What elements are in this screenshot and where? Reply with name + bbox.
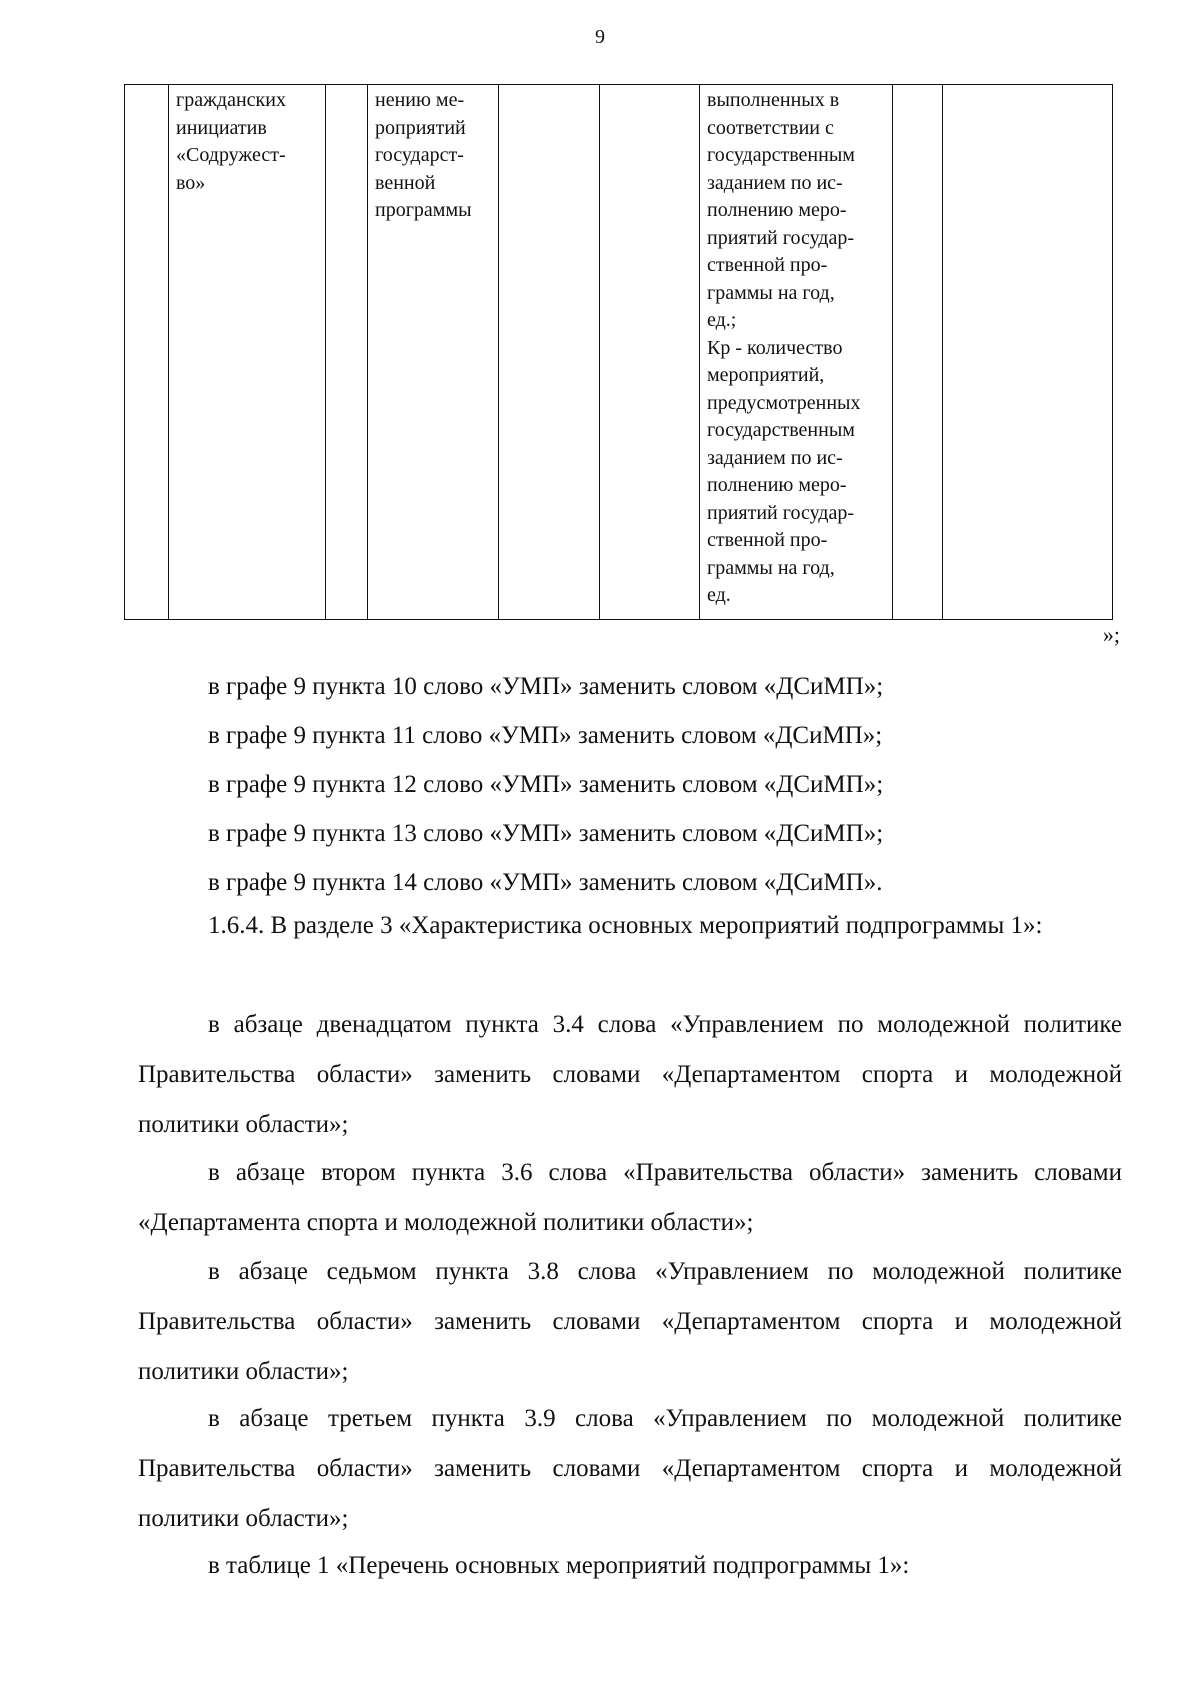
table-cell xyxy=(943,85,1113,620)
table-cell xyxy=(125,85,169,620)
continued-table xyxy=(124,84,1113,620)
closing-quote: »; xyxy=(1102,622,1120,647)
table-cell xyxy=(326,85,368,620)
cell-text-executor: гражданских инициатив «Содружест- во» xyxy=(176,89,286,194)
amendment-line: в графе 9 пункта 10 слово «УМП» заменить словом «ДСиМП»; xyxy=(208,673,884,700)
amendment-line: в графе 9 пункта 14 слово «УМП» заменить словом «ДСиМП». xyxy=(208,869,883,896)
amendment-line: в графе 9 пункта 12 слово «УМП» заменить словом «ДСиМП»; xyxy=(208,771,884,798)
amendment-line: в графе 9 пункта 13 слово «УМП» заменить словом «ДСиМП»; xyxy=(208,820,884,847)
section-heading-paragraph: 1.6.4. В разделе 3 «Характеристика основных мероприятий подпрограммы 1»: xyxy=(208,912,1043,939)
table-cell xyxy=(499,85,600,620)
table-cell xyxy=(700,85,893,620)
table-cell xyxy=(368,85,499,620)
amendment-paragraph: в абзаце третьем пункта 3.9 слова «Управлением по молодежной политике Правительства области» заменить словами «Департаментом спорта и молодежной политики области»; xyxy=(138,1405,1122,1532)
amendment-paragraph: в абзаце втором пункта 3.6 слова «Правительства области» заменить словами «Департамента спорта и молодежной политики области»; xyxy=(138,1159,1122,1236)
page-number: 9 xyxy=(595,26,605,48)
amendment-paragraph: в абзаце двенадцатом пункта 3.4 слова «Управлением по молодежной политике Правительства области» заменить словами «Департаментом спорта и молодежной политики области»; xyxy=(138,1011,1122,1138)
amendment-paragraph: в абзаце седьмом пункта 3.8 слова «Управлением по молодежной политике Правительства области» заменить словами «Департаментом спорта и молодежной политики области»; xyxy=(138,1258,1122,1385)
table-row xyxy=(125,85,1113,620)
table-cell xyxy=(893,85,943,620)
table-cell xyxy=(600,85,700,620)
amendment-line: в графе 9 пункта 11 слово «УМП» заменить словом «ДСиМП»; xyxy=(208,722,883,749)
cell-text-purpose: нению ме- роприятий государст- венной программы xyxy=(375,89,472,221)
amendment-paragraph: в таблице 1 «Перечень основных мероприятий подпрограммы 1»: xyxy=(208,1552,910,1579)
table-cell xyxy=(169,85,326,620)
cell-text-formula: выполненных в соответствии с государственным заданием по ис- полнению меро- приятий государ- ственной про- граммы на год, ед.; Кр - количество мероприятий, предусмотренных государственным заданием по ис- полнению меро- приятий государ- ственной про- граммы на год, ед. xyxy=(707,89,861,606)
